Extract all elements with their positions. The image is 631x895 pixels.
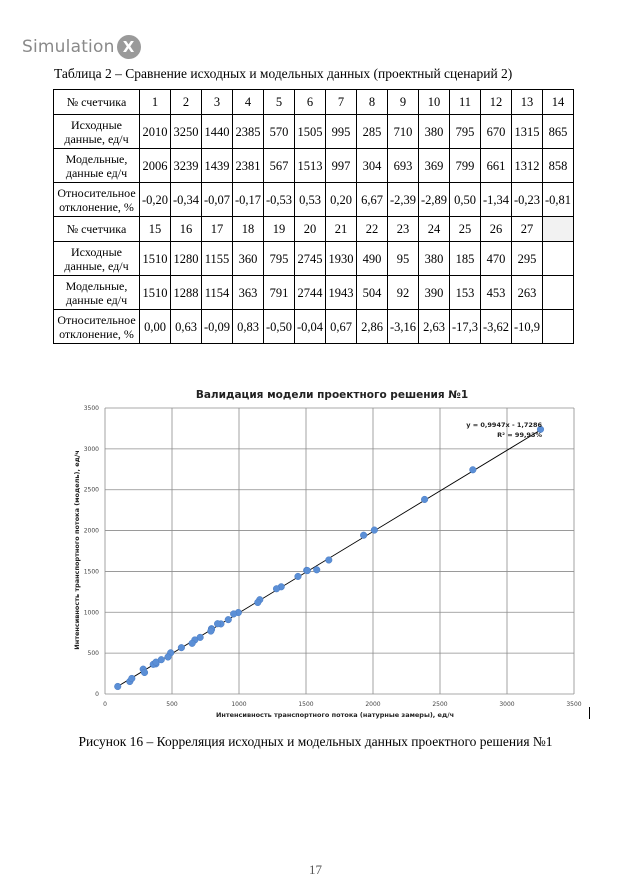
value-cell: 1930 <box>326 242 357 276</box>
value-cell: 263 <box>512 276 543 310</box>
data-point <box>214 620 221 627</box>
x-axis-label: Интенсивность транспортного потока (натурные замеры), ед/ч <box>215 711 455 719</box>
value-cell: 795 <box>450 115 481 149</box>
value-cell: 185 <box>450 242 481 276</box>
value-cell: 153 <box>450 276 481 310</box>
value-cell: 693 <box>388 149 419 183</box>
counter-number-cell: 20 <box>295 217 326 242</box>
value-cell: -0,09 <box>202 310 233 344</box>
value-cell: 710 <box>388 115 419 149</box>
value-cell: 0,20 <box>326 183 357 217</box>
counter-number-cell: 11 <box>450 90 481 115</box>
y-tick-labels <box>84 405 99 698</box>
figure-caption: Рисунок 16 – Корреляция исходных и модельных данных проектного решения №1 <box>78 734 553 749</box>
value-cell: 2745 <box>295 242 326 276</box>
counter-number-cell: 6 <box>295 90 326 115</box>
value-cell: 2010 <box>140 115 171 149</box>
x-tick-label: 1500 <box>298 701 314 708</box>
comparison-table <box>53 89 574 344</box>
data-point <box>158 656 165 663</box>
logo-text: Simulation <box>22 37 115 57</box>
value-cell: 1510 <box>140 276 171 310</box>
row-label-cell: Модельные, данные ед/ч <box>54 149 140 183</box>
value-cell: -2,39 <box>388 183 419 217</box>
value-cell: 1943 <box>326 276 357 310</box>
value-cell: 285 <box>357 115 388 149</box>
data-point <box>141 669 148 676</box>
value-cell: -3,16 <box>388 310 419 344</box>
value-cell: 363 <box>233 276 264 310</box>
value-cell: -10,9 <box>512 310 543 344</box>
value-cell: -0,20 <box>140 183 171 217</box>
counter-number-cell: 2 <box>171 90 202 115</box>
logo-x-icon: X <box>117 35 141 59</box>
counter-number-cell: 23 <box>388 217 419 242</box>
value-cell: 95 <box>388 242 419 276</box>
value-cell: 0,50 <box>450 183 481 217</box>
counter-number-cell: 3 <box>202 90 233 115</box>
row-label-cell: Относительное отклонение, % <box>54 310 140 344</box>
y-tick-label: 3500 <box>83 405 99 412</box>
value-cell: -1,34 <box>481 183 512 217</box>
value-cell: 360 <box>233 242 264 276</box>
value-cell: 1288 <box>171 276 202 310</box>
x-tick-label: 500 <box>166 701 178 708</box>
logo <box>22 34 141 60</box>
row-label-cell: Модельные, данные ед/ч <box>54 276 140 310</box>
value-cell: 1312 <box>512 149 543 183</box>
value-cell: 0,53 <box>295 183 326 217</box>
x-tick-label: 2000 <box>365 701 381 708</box>
x-tick-label: 3500 <box>566 701 582 708</box>
value-cell: 995 <box>326 115 357 149</box>
value-cell <box>543 310 574 344</box>
value-cell: -0,04 <box>295 310 326 344</box>
value-cell: 295 <box>512 242 543 276</box>
row-label-cell: Исходные данные, ед/ч <box>54 115 140 149</box>
y-tick-label: 500 <box>87 650 99 658</box>
value-cell: 490 <box>357 242 388 276</box>
value-cell: -17,3 <box>450 310 481 344</box>
data-point <box>129 675 136 682</box>
value-cell: 2381 <box>233 149 264 183</box>
data-point <box>304 567 311 574</box>
counter-number-cell: 12 <box>481 90 512 115</box>
value-cell: -0,81 <box>543 183 574 217</box>
value-cell: 567 <box>264 149 295 183</box>
y-tick-label: 2500 <box>83 486 99 494</box>
value-cell: 6,67 <box>357 183 388 217</box>
table-header-row <box>54 217 574 242</box>
y-tick-label: 0 <box>95 691 99 698</box>
value-cell: 670 <box>481 115 512 149</box>
value-cell: 369 <box>419 149 450 183</box>
value-cell: 2385 <box>233 115 264 149</box>
value-cell: 1155 <box>202 242 233 276</box>
value-cell: 661 <box>481 149 512 183</box>
value-cell: 1505 <box>295 115 326 149</box>
data-point <box>165 654 172 661</box>
value-cell: 791 <box>264 276 295 310</box>
counter-number-cell: 18 <box>233 217 264 242</box>
value-cell: -0,17 <box>233 183 264 217</box>
value-cell: 3239 <box>171 149 202 183</box>
table-caption: Таблица 2 – Сравнение исходных и модельных данных (проектный сценарий 2) <box>54 66 513 81</box>
counter-number-cell: 7 <box>326 90 357 115</box>
x-tick-label: 0 <box>103 701 107 708</box>
counter-number-cell: 22 <box>357 217 388 242</box>
counter-number-cell: 27 <box>512 217 543 242</box>
value-cell: -0,23 <box>512 183 543 217</box>
value-cell: 470 <box>481 242 512 276</box>
text-cursor <box>589 707 590 719</box>
value-cell: -2,89 <box>419 183 450 217</box>
table-header-row <box>54 90 574 115</box>
table-row <box>54 183 574 217</box>
value-cell: 2,86 <box>357 310 388 344</box>
chart-title: Валидация модели проектного решения №1 <box>195 389 469 401</box>
value-cell: 2,63 <box>419 310 450 344</box>
value-cell: 858 <box>543 149 574 183</box>
data-point <box>208 628 215 635</box>
data-point <box>254 599 261 606</box>
data-point <box>225 616 232 623</box>
value-cell: 0,63 <box>171 310 202 344</box>
validation-chart <box>60 380 585 720</box>
value-cell: 0,83 <box>233 310 264 344</box>
data-point <box>189 640 196 647</box>
row-label-cell: Относительное отклонение, % <box>54 183 140 217</box>
value-cell: 380 <box>419 115 450 149</box>
value-cell: 799 <box>450 149 481 183</box>
trendline-equation: y = 0,9947x - 1,7286 <box>466 421 542 429</box>
counter-number-cell: 14 <box>543 90 574 115</box>
y-tick-label: 2000 <box>83 527 99 535</box>
counter-number-cell: 24 <box>419 217 450 242</box>
value-cell: 997 <box>326 149 357 183</box>
value-cell: -0,53 <box>264 183 295 217</box>
value-cell: -3,62 <box>481 310 512 344</box>
counter-number-cell: 25 <box>450 217 481 242</box>
y-tick-label: 1500 <box>83 568 99 576</box>
value-cell: 0,67 <box>326 310 357 344</box>
header-label-cell: № счетчика <box>54 90 140 115</box>
table-row <box>54 276 574 310</box>
value-cell: 795 <box>264 242 295 276</box>
value-cell: 1513 <box>295 149 326 183</box>
data-point <box>371 527 378 534</box>
r-squared-label: R² = 99,93% <box>497 431 542 439</box>
x-tick-labels <box>103 701 582 708</box>
value-cell: 390 <box>419 276 450 310</box>
value-cell: 1510 <box>140 242 171 276</box>
value-cell: 0,00 <box>140 310 171 344</box>
counter-number-cell: 13 <box>512 90 543 115</box>
value-cell: 1439 <box>202 149 233 183</box>
value-cell: 453 <box>481 276 512 310</box>
x-tick-label: 1000 <box>231 701 247 708</box>
value-cell: 92 <box>388 276 419 310</box>
data-point <box>114 683 121 690</box>
y-tick-label: 1000 <box>83 609 99 617</box>
counter-number-cell: 26 <box>481 217 512 242</box>
data-point <box>178 644 185 651</box>
value-cell: 380 <box>419 242 450 276</box>
page-number: 17 <box>309 862 322 877</box>
table-row <box>54 149 574 183</box>
table-row <box>54 242 574 276</box>
value-cell: -0,50 <box>264 310 295 344</box>
data-point <box>295 573 302 580</box>
counter-number-cell: 17 <box>202 217 233 242</box>
header-label-cell: № счетчика <box>54 217 140 242</box>
value-cell: 1440 <box>202 115 233 149</box>
counter-number-cell: 5 <box>264 90 295 115</box>
data-points <box>114 426 543 690</box>
y-axis-label: Интенсивность транспортного потока (модель), ед/ч <box>73 450 81 650</box>
value-cell: 570 <box>264 115 295 149</box>
value-cell: -0,07 <box>202 183 233 217</box>
value-cell: 3250 <box>171 115 202 149</box>
value-cell: 2744 <box>295 276 326 310</box>
y-tick-label: 3000 <box>83 445 99 453</box>
counter-number-cell: 1 <box>140 90 171 115</box>
table-row <box>54 115 574 149</box>
x-tick-label: 3000 <box>499 701 515 708</box>
data-point <box>325 557 332 564</box>
table-row <box>54 310 574 344</box>
data-point <box>470 466 477 473</box>
value-cell: -0,34 <box>171 183 202 217</box>
counter-number-cell: 21 <box>326 217 357 242</box>
value-cell: 1280 <box>171 242 202 276</box>
value-cell: 504 <box>357 276 388 310</box>
counter-number-cell: 15 <box>140 217 171 242</box>
data-point <box>273 585 280 592</box>
row-label-cell: Исходные данные, ед/ч <box>54 242 140 276</box>
value-cell: 865 <box>543 115 574 149</box>
data-point <box>421 496 428 503</box>
counter-number-cell: 10 <box>419 90 450 115</box>
counter-number-cell <box>543 217 574 242</box>
counter-number-cell: 16 <box>171 217 202 242</box>
counter-number-cell: 8 <box>357 90 388 115</box>
value-cell <box>543 242 574 276</box>
data-point <box>360 532 367 539</box>
counter-number-cell: 19 <box>264 217 295 242</box>
x-tick-label: 2500 <box>432 701 448 708</box>
value-cell: 2006 <box>140 149 171 183</box>
data-point <box>313 566 320 573</box>
value-cell: 304 <box>357 149 388 183</box>
value-cell <box>543 276 574 310</box>
value-cell: 1315 <box>512 115 543 149</box>
value-cell: 1154 <box>202 276 233 310</box>
data-point <box>230 611 237 618</box>
counter-number-cell: 9 <box>388 90 419 115</box>
counter-number-cell: 4 <box>233 90 264 115</box>
